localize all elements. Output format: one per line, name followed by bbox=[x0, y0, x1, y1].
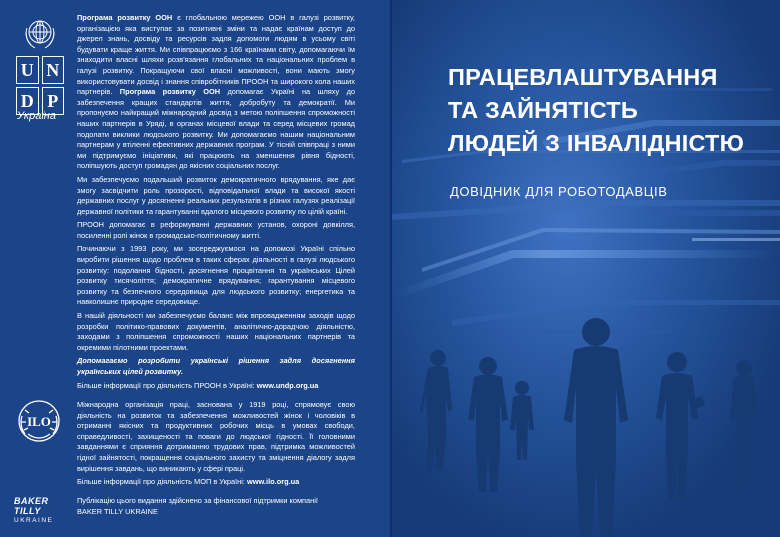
undp-letter: U bbox=[16, 56, 39, 84]
baker-tilly-logo-line2: UKRAINE bbox=[14, 517, 54, 524]
undp-name-bold: Програма розвитку ООН bbox=[77, 13, 173, 22]
un-emblem-icon bbox=[16, 11, 64, 53]
ilo-logo-text: ILO bbox=[27, 414, 51, 429]
ilo-more-info bbox=[77, 477, 355, 488]
sponsor-note-line1: Публікацію цього видання здійснено за фінансової підтримки компанії bbox=[77, 496, 318, 505]
undp-paragraph: В нашій діяльності ми забезпечуємо баланс між впровадженням заходів щодо розробки політико-правових документів, аналітично-дорадчою діяльністю, заходами з поліпшення спроможності наших національних партнерів та окремими пілотними проектами. bbox=[77, 311, 355, 352]
undp-more-label: Більше інформації про діяльність ПРООН в Україні: bbox=[77, 380, 257, 390]
undp-letter: N bbox=[42, 56, 65, 84]
undp-paragraph-text: допомагає Україні на шляху до забезпечення кращих стандартів життя, добробуту та демократії. Ми пропонуємо найкращий міжнародний досвід з метою поліпшення спроможності наших партнерів в Уряді, в органах місцевої влади та серед місцевих громад подолати виклики людського розвитку. Ми допомагаємо нашим національним партнерам у втіленні ефективних державних програм. У тісній співпраці з ними ми підтримуємо ініціативи, які працюють на зменшення рівня бідності, поліпшують доступ громадян до якісних соціальних послуг. bbox=[77, 87, 355, 171]
front-cover bbox=[392, 0, 780, 537]
undp-motto: Допомагаємо розробити українські рішення задля досягнення українських цілей розвитку. bbox=[77, 356, 355, 376]
baker-tilly-logo-line1: BAKER TILLY bbox=[14, 496, 49, 516]
cover-title-line: ЛЮДЕЙ З ІНВАЛІДНІСТЮ bbox=[448, 130, 745, 156]
undp-paragraph: ПРООН допомагає в реформуванні державних установ, охороні довкілля, посиленні ролі жінок в громадсько-політичному житті. bbox=[77, 220, 355, 240]
undp-description bbox=[77, 13, 355, 394]
ilo-logo-icon bbox=[16, 398, 62, 444]
ilo-more-label: Більше інформації про діяльність МОП в Україні: bbox=[77, 477, 247, 487]
ilo-paragraph: Міжнародна організація праці, заснована у 1919 році, спрямовує свою діяльність на розвиток та забезпечення можливостей жінок і чоловіків в отриманні якісних та продуктивних робочих місць в умовах свободи, справедливості, захищеності та поваги до людської гідності. Її головними завданнями є сприяння дотриманню трудових прав, підтримка можливостей гідної зайнятості, покращення соціального захисту та зміцнення діалогу задля вирішення завдань, що виникають у сфері праці. bbox=[77, 400, 355, 473]
baker-tilly-logo bbox=[14, 496, 72, 524]
undp-paragraph bbox=[77, 13, 355, 172]
ilo-description bbox=[77, 400, 355, 491]
ilo-url-link[interactable]: www.ilo.org.ua bbox=[247, 477, 300, 487]
undp-paragraph: Починаючи з 1993 року, ми зосереджуємося на допомозі Україні спільно виробити рішення щодо проблем в таких сферах діяльності в галузі людського розвитку: подолання бідності, досягнення процвітання та українських Цілей розвитку тисячоліття; демократичне врядування; гарантування місцевого розвитку та безпечного середовища для людського розвитку; енергетика та навколишнє природне середовище. bbox=[77, 244, 355, 307]
undp-country-label: Україна bbox=[17, 110, 56, 122]
undp-url-link[interactable]: www.undp.org.ua bbox=[256, 380, 319, 390]
undp-more-info bbox=[77, 381, 355, 392]
sponsor-note-line2: BAKER TILLY UKRAINE bbox=[77, 506, 158, 516]
undp-letter: D bbox=[16, 87, 39, 115]
cover-title-line: ТА ЗАЙНЯТІСТЬ bbox=[448, 97, 638, 123]
undp-letter: P bbox=[42, 87, 65, 115]
cover-subtitle: ДОВІДНИК ДЛЯ РОБОТОДАВЦІВ bbox=[450, 184, 668, 199]
sponsor-note bbox=[77, 496, 357, 517]
undp-name-bold: Програма розвитку ООН bbox=[119, 87, 221, 97]
undp-paragraph-text: є глобальною мережею ООН в галузі розвитку, організацією яка виступає за позитивні зміни та надає країнам доступ до джерел знань, досвіду та ресурсів задля допомоги людям в усьому світі будувати краще життя. Ми співпрацюємо з 166 країнами світу, допомагаючи їм знаходити власні шляхи розв'язання глобальних та національних проблем в галузі розвитку. Покращуючи свої власні можливості, вони мають змогу використовувати досвід і знання співробітників ПРООН та широкого кола наших партнерів. bbox=[77, 13, 355, 97]
undp-logo bbox=[16, 11, 64, 123]
undp-letters bbox=[16, 56, 64, 115]
undp-paragraph: Ми забезпечуємо подальший розвиток демократичного врядування, яке дає змогу засвідчити роль прозорості, відповідальної влади та високої якості державних послуг у досягненні реальних результатів в різних галузях реалізації державної політики та гарантуванні вдалого місцевого розвитку по цілій країні. bbox=[77, 174, 355, 216]
cover-title bbox=[448, 61, 768, 160]
cover-title-line: ПРАЦЕВЛАШТУВАННЯ bbox=[448, 64, 718, 90]
